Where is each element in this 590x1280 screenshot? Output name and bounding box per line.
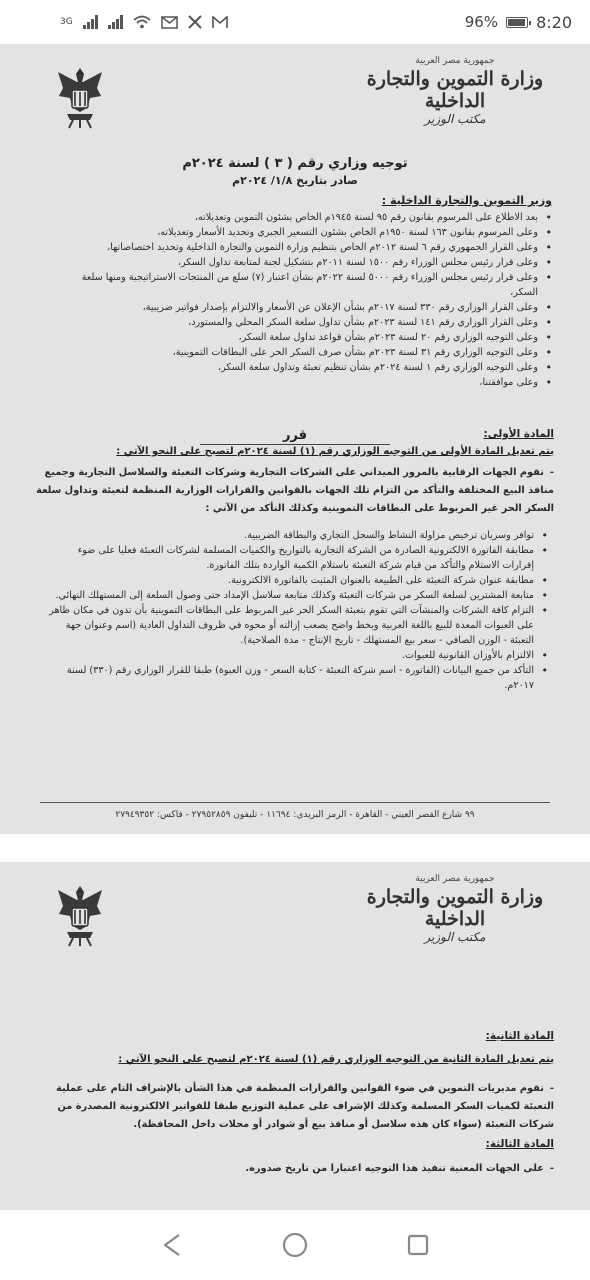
home-button[interactable]: [275, 1225, 315, 1265]
ministry-name: وزارة التموين والتجارة الداخلية: [366, 886, 544, 930]
article2-title: المادة الثانية:: [485, 1030, 554, 1042]
document-page-1: [0, 44, 590, 834]
gmail-icon: [212, 16, 228, 29]
recitals-list: [52, 210, 552, 390]
checks-list: [48, 528, 548, 693]
ministry-name: وزارة التموين والتجارة الداخلية: [366, 68, 544, 112]
network-label: 3G: [60, 17, 73, 27]
recents-button[interactable]: [398, 1225, 438, 1265]
list-item: • وعلى التوجيه الوزاري رقم ١ لسنة ٢٠٢٤م بشأن تنظيم تعبئة وتداول سلعة السكر،: [52, 360, 552, 375]
article3-text: -على الجهات المعنية تنفيذ هذا التوجيه اعتبارا من تاريخ صدوره.: [245, 1163, 554, 1174]
eagle-emblem-icon: [55, 62, 105, 130]
list-item: • التزام كافة الشركات والمنشآت التي تقوم بتعبئة السكر الحر غير المربوط على البطاقات التموينية بأن تدون في مكان ظاهر على العبوات المعدة للبيع باللغة العربية وبخط واضح يصعب إزالته أو محوه في ظروف التداول العادية (اسم وعنوان جهة التعبئة - الوزن الصافي - سعر بيع المستهلك - تاريخ الإنتاج - مدة الصلاحية).: [48, 603, 548, 648]
list-item: • بعد الاطلاع على المرسوم بقانون رقم ٩٥ لسنة ١٩٤٥م الخاص بشئون التموين وتعديلاته،: [52, 210, 552, 225]
office-label: مكتب الوزير: [424, 112, 486, 126]
status-bar: [0, 0, 590, 44]
decision-heading: قرر: [282, 428, 308, 443]
republic-label: جمهورية مصر العربية: [415, 56, 495, 66]
list-item: • توافر وسريان ترخيص مزاولة النشاط والسجل التجاري والبطاقة الضريبية.: [48, 528, 548, 543]
back-button[interactable]: [152, 1225, 192, 1265]
article2-amend: يتم تعديل المادة الثانية من التوجيه الوزاري رقم (١) لسنة ٢٠٢٤م لتصبح على النحو الآتي :: [118, 1054, 554, 1065]
address-footer: ٩٩ شارع القصر العيني - القاهرة - الرمز البريدي: ١١٦٩٤ - تليفون ٢٧٩٥٢٨٥٩ - فاكس: ٢٧٩٤٩٣٥٢: [115, 810, 475, 820]
ministry-letterhead: [350, 874, 560, 944]
article2-text: -تقوم مديريات التموين في ضوء القوانين والقرارات المنظمة في هذا الشأن بالإشراف التام على عملية التعبئة لكميات السكر المسلمة وكذلك الإشراف على عملية التوزيع طبقا للفواتير الالكترونية المصدرة من شركات التعبئة (سواء كان هذه سلاسل أو منافذ بيع أو شوادر أو محلات داخل المحافظة).: [56, 1083, 554, 1130]
x-app-icon: [188, 15, 202, 29]
list-item: • وعلى القرار الجمهوري رقم ٦ لسنة ٢٠١٢م الخاص بتنظيم وزارة التموين والتجارة الداخلية وتحديد اختصاصاتها،: [52, 240, 552, 255]
navigation-bar: [0, 1210, 590, 1280]
eagle-emblem-icon: [55, 880, 105, 948]
list-item: • متابعة المشترين لسلعة السكر من شركات التعبئة وكذلك متابعة سلاسل الإمداد حتى وصول السلعة إلى المستهلك النهائي.: [48, 588, 548, 603]
article2-body: تقوم مديريات التموين في ضوء القوانين والقرارات المنظمة في هذا الشأن بالإشراف التام على عملية التعبئة لكميات السكر المسلمة وكذلك الإشراف على عملية التوزيع طبقا للفواتير الالكترونية المصدرة من شركات التعبئة (سواء كان هذه سلاسل أو منافذ بيع أو شوادر أو محلات داخل المحافظة).: [56, 1083, 554, 1130]
article1-body: تقوم الجهات الرقابية بالمرور الميداني على الشركات التجارية وشركات التعبئة والسلاسل التجارية وجميع منافذ البيع المختلفة والتأكد من التزام تلك الجهات بالقوانين والقرارات الوزارية المنظمة لتعبئة وتداول سلعة السكر الحر غير المربوط على البطاقات التموينية وكذلك التأكد من الآتي :: [36, 467, 554, 514]
article3-title: المادة الثالثة:: [485, 1138, 554, 1150]
decision-divider: [200, 444, 390, 445]
office-label: مكتب الوزير: [424, 930, 486, 944]
article3-body: على الجهات المعنية تنفيذ هذا التوجيه اعتبارا من تاريخ صدوره.: [245, 1163, 544, 1174]
home-icon: [282, 1232, 308, 1258]
directive-title: توجيه وزاري رقم ( ٣ ) لسنة ٢٠٢٤م: [182, 156, 408, 171]
list-item: • وعلى موافقتنا،: [52, 375, 552, 390]
signal-icon: [83, 15, 98, 29]
mail-icon: [161, 16, 178, 29]
list-item: • وعلى القرار الوزاري رقم ١٤١ لسنة ٢٠٢٣م بشأن تداول سلعة السكر المحلي والمستورد،: [52, 315, 552, 330]
list-item: • وعلى القرار الوزاري رقم ٣٣٠ لسنة ٢٠١٧م بشأن الإعلان عن الأسعار والالتزام بإصدار فواتير ضريبية،: [52, 300, 552, 315]
battery-percent: 96%: [464, 13, 499, 31]
document-page-2: [0, 862, 590, 1210]
list-item: • وعلى التوجيه الوزاري رقم ٢٠ لسنة ٢٠٢٣م بشأن قواعد تداول سلعة السكر،: [52, 330, 552, 345]
back-icon: [161, 1233, 183, 1257]
status-left: [60, 15, 228, 29]
article1-title: المادة الأولى:: [483, 428, 554, 440]
list-item: • التأكد من جميع البيانات (الفاتورة - اسم شركة التعبئة - كتابة السعر - وزن العبوة) طبقا للقرار الوزاري رقم (٣٣٠) لسنة ٢٠١٧م.: [48, 663, 548, 693]
list-item: • وعلى قرار رئيس مجلس الوزراء رقم ٥٠٠٠ لسنة ٢٠٢٢م بشأن اعتبار (٧) سلع من المنتجات الاستراتيجية ومنها سلعة السكر،: [52, 270, 552, 300]
republic-label: جمهورية مصر العربية: [415, 874, 495, 884]
list-item: • الالتزام بالأوزان القانونية للعبوات.: [48, 648, 548, 663]
list-item: • وعلى قرار رئيس مجلس الوزراء رقم ١٥٠٠ لسنة ٢٠١١م بتشكيل لجنة لمتابعة تداول السكر،: [52, 255, 552, 270]
signal-icon: [108, 15, 123, 29]
list-item: • مطابقة الفاتورة الالكترونية الصادرة من الشركة التجارية بالتواريخ والكميات المسلمة لشركات التعبئة فعليا على ضوء إقرارات الاستلام والتأكد من قيام شركة التعبئة باستلام الكمية الواردة بتلك الفاتورة.: [48, 543, 548, 573]
article1-text: -تقوم الجهات الرقابية بالمرور الميداني على الشركات التجارية وشركات التعبئة والسلاسل التجارية وجميع منافذ البيع المختلفة والتأكد من التزام تلك الجهات بالقوانين والقرارات الوزارية المنظمة لتعبئة وتداول سلعة السكر الحر غير المربوط على البطاقات التموينية وكذلك التأكد من الآتي :: [36, 467, 554, 514]
recents-icon: [407, 1234, 429, 1256]
footer-divider: [40, 802, 550, 803]
wifi-icon: [133, 15, 151, 29]
addressee-heading: وزير التموين والتجارة الداخلية :: [381, 194, 552, 207]
issue-date: صادر بتاريخ ١/٨/ ٢٠٢٤م: [232, 174, 358, 187]
clock: 8:20: [536, 12, 572, 32]
list-item: • وعلى المرسوم بقانون ١٦٣ لسنة ١٩٥٠م الخاص بشئون التسعير الجبري وتحديد الأسعار وتعديلاته،: [52, 225, 552, 240]
list-item: • وعلى التوجيه الوزاري رقم ٣١ لسنة ٢٠٢٣م بشأن صرف السكر الحر على البطاقات التموينية،: [52, 345, 552, 360]
ministry-letterhead: [350, 56, 560, 126]
battery-icon: [506, 17, 528, 28]
article1-amend: يتم تعديل المادة الأولى من التوجيه الوزاري رقم (١) لسنة ٢٠٢٤م لتصبح على النحو الآتي :: [116, 446, 554, 457]
list-item: • مطابقة عنوان شركة التعبئة على الطبيعة بالعنوان المثبت بالفاتورة الالكترونية.: [48, 573, 548, 588]
page-gap: [0, 834, 590, 862]
status-right: [465, 13, 572, 32]
